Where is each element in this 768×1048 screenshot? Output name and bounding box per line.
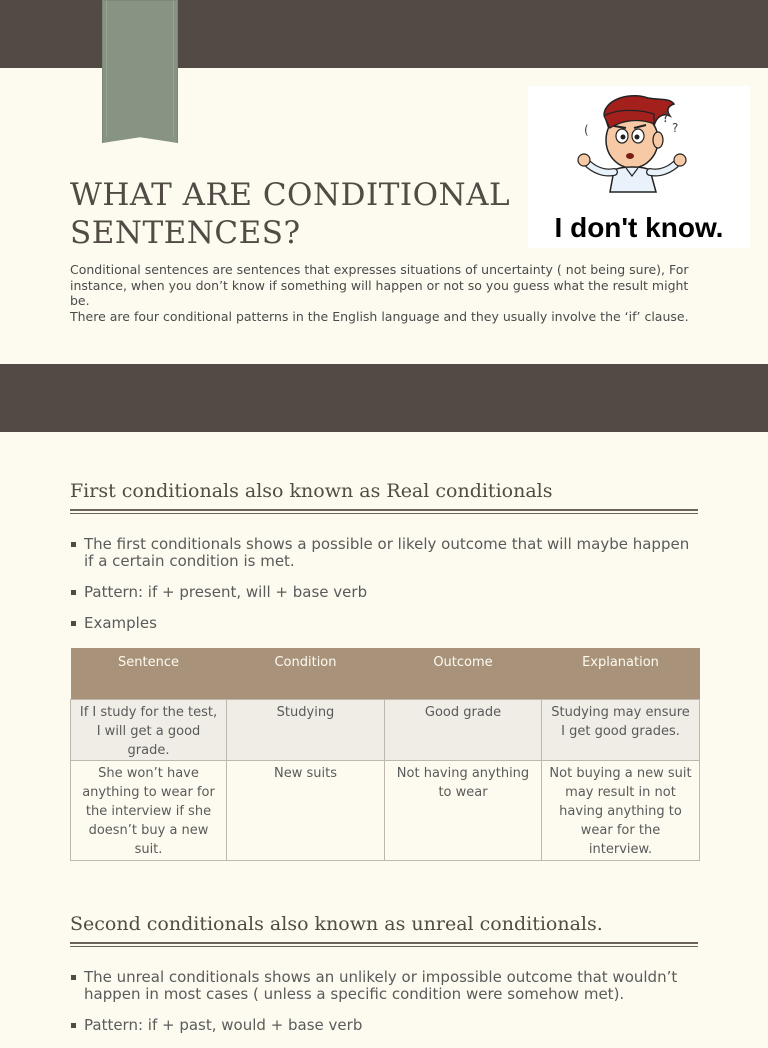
second-conditionals-bullets [70, 969, 700, 1048]
section-rule [70, 942, 698, 947]
intro-paragraph: There are four conditional patterns in the English language and they usually involve the ‘if’ clause. [70, 308, 689, 324]
page-title: WHAT ARE CONDITIONAL SENTENCES? [70, 177, 511, 251]
bookmark-ribbon [102, 0, 178, 143]
table-header-row [71, 648, 700, 700]
list-item: Examples [70, 615, 700, 632]
table-cell: She won’t have anything to wear for the interview if she doesn’t buy a new suit. [71, 761, 227, 861]
list-item: The unreal conditionals shows an unlikely or impossible outcome that wouldn’t happen in most cases ( unless a specific condition were somehow met). [70, 969, 700, 1003]
table-cell: Studying may ensure I get good grades. [542, 700, 700, 761]
clipart-caption: I don't know. [554, 212, 724, 243]
examples-table [70, 648, 700, 861]
table-cell: Not buying a new suit may result in not having anything to wear for the interview. [542, 761, 700, 861]
table-cell: If I study for the test, I will get a good grade. [71, 700, 227, 761]
svg-text:(: ( [584, 123, 589, 137]
clipart-image [528, 86, 750, 248]
first-conditionals-bullets [70, 536, 700, 646]
table-header-cell: Sentence [71, 648, 227, 700]
section-rule [70, 509, 698, 514]
intro-text [70, 262, 710, 324]
table-cell: Not having anything to wear [385, 761, 542, 861]
table-row [71, 700, 700, 761]
svg-text:?: ? [672, 121, 679, 135]
table-header-cell: Explanation [542, 648, 700, 700]
list-item: Pattern: if + present, will + base verb [70, 584, 700, 601]
list-item: Pattern: if + past, would + base verb [70, 1017, 700, 1034]
list-item: The first conditionals shows a possible or likely outcome that will maybe happen if a certain condition is met. [70, 536, 700, 570]
table-header-cell: Condition [227, 648, 385, 700]
shrugging-boy-icon [574, 92, 704, 208]
intro-paragraph: Conditional sentences are sentences that expresses situations of uncertainty ( not being sure), For instance, when you don’t know if something will happen or not so you guess what the result might be. [70, 262, 689, 308]
table-row [71, 761, 700, 861]
section-heading-first-conditionals: First conditionals also known as Real conditionals [70, 480, 553, 502]
section-heading-second-conditionals: Second conditionals also known as unreal conditionals. [70, 913, 603, 935]
divider-band [0, 364, 768, 432]
svg-text:?: ? [662, 110, 670, 126]
table-cell: New suits [227, 761, 385, 861]
table-header-cell: Outcome [385, 648, 542, 700]
table-cell: Studying [227, 700, 385, 761]
table-cell: Good grade [385, 700, 542, 761]
